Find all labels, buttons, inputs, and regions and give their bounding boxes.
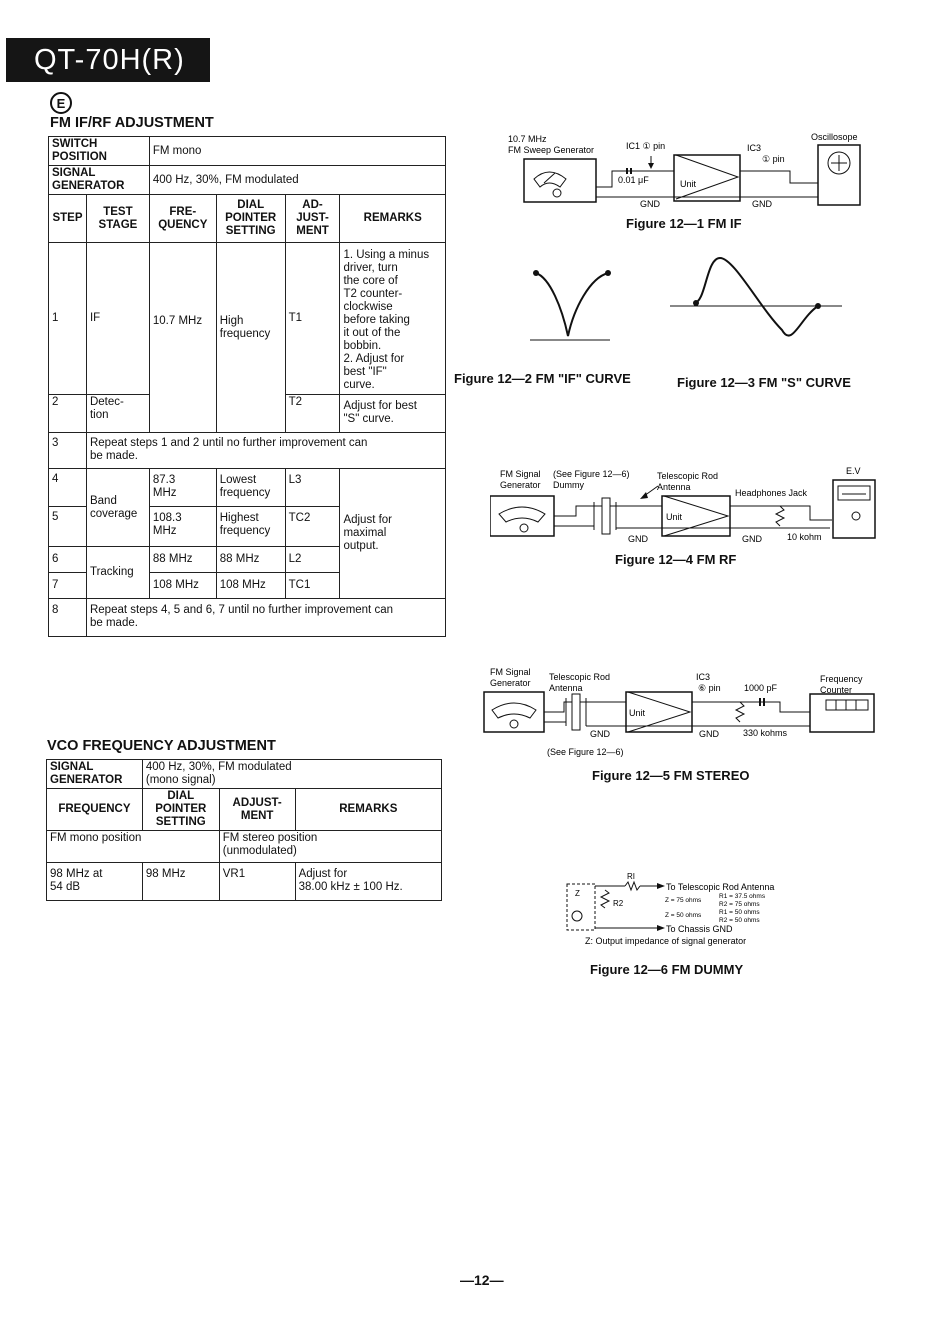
fig5-gnd-right: GND — [699, 729, 719, 739]
dial-cell: 98 MHz — [142, 863, 219, 901]
fig6-r1-75: R1 = 37.5 ohms — [719, 893, 766, 900]
header-remarks: REMARKS — [295, 789, 441, 831]
fig5-see-note: (See Figure 12—6) — [547, 747, 624, 757]
switch-position-label: SWITCH POSITION — [49, 137, 150, 166]
figure-12-4-caption: Figure 12—4 FM RF — [615, 552, 737, 567]
step-cell: 1 — [49, 243, 87, 395]
remarks-cell: Adjust for 38.00 kHz ± 100 Hz. — [295, 863, 441, 901]
frequency-cell: 87.3 MHz — [149, 469, 216, 507]
adjustment-cell: L2 — [285, 547, 340, 573]
table-row — [49, 599, 446, 637]
fig4-gnd-right: GND — [742, 534, 762, 544]
fig1-cap-label: 0.01 μF — [618, 175, 649, 185]
figure-12-1-diagram — [500, 125, 870, 215]
figure-12-6-caption: Figure 12—6 FM DUMMY — [590, 962, 744, 977]
fig5-gen-line1: FM Signal — [490, 667, 531, 677]
header-frequency: FRE- QUENCY — [149, 195, 216, 243]
fig1-gen-label-line2: FM Sweep Generator — [508, 145, 595, 155]
adjustment-cell: TC1 — [285, 573, 340, 599]
adjustment-cell: T1 — [285, 243, 340, 395]
signal-generator-value: 400 Hz, 30%, FM modulated — [149, 166, 445, 195]
remarks-cell: Adjust for maximal output. — [340, 469, 446, 599]
s-curve — [694, 258, 818, 336]
header-step: STEP — [49, 195, 87, 243]
header-dial-pointer: DIAL POINTER SETTING — [216, 195, 285, 243]
switch-position-value: FM mono — [149, 137, 445, 166]
header-adjustment: AD- JUST- MENT — [285, 195, 340, 243]
header-test-stage: TEST STAGE — [86, 195, 149, 243]
fig5-rod-line1: Telescopic Rod — [549, 672, 611, 682]
dial-cell: Lowest frequency — [216, 469, 285, 507]
frequency-cell: 108.3 MHz — [149, 507, 216, 547]
fig6-z75: Z = 75 ohms — [665, 897, 702, 904]
fig4-dummy-line1: (See Figure 12—6) — [553, 469, 630, 479]
fig5-rod-line2: Antenna — [549, 683, 583, 693]
signal-generator-label: SIGNAL GENERATOR — [49, 166, 150, 195]
step-cell: 4 — [49, 469, 87, 507]
region-mark-icon — [50, 92, 72, 114]
table-row — [49, 433, 446, 469]
dummy-block — [602, 498, 610, 534]
fig4-unit-label: Unit — [666, 512, 683, 522]
figure-12-5-caption: Figure 12—5 FM STEREO — [592, 768, 750, 783]
adjustment-cell: VR1 — [219, 863, 295, 901]
fig6-to-gnd: To Chassis GND — [666, 924, 733, 934]
oscilloscope-box — [818, 145, 860, 205]
stage-cell: Band coverage — [86, 469, 149, 547]
header-remarks: REMARKS — [340, 195, 446, 243]
mode-mono-cell: FM mono position — [47, 831, 220, 863]
dial-cell: 108 MHz — [216, 573, 285, 599]
figure-curves-diagram — [520, 248, 850, 363]
fm-signal-generator-box — [490, 496, 554, 536]
dial-cell: Highest frequency — [216, 507, 285, 547]
fig1-ic1-pin: IC1 ① pin — [626, 141, 666, 151]
table-row — [49, 243, 446, 395]
figure-12-1-caption: Figure 12—1 FM IF — [626, 216, 742, 231]
fig5-gen-line2: Generator — [490, 678, 531, 688]
fig1-ic3-line1: IC3 — [747, 143, 762, 153]
vco-signal-generator-value: 400 Hz, 30%, FM modulated (mono signal) — [142, 760, 441, 789]
table-row — [49, 469, 446, 507]
fig4-ev-label: E.V — [846, 466, 861, 476]
stage-cell: Tracking — [86, 547, 149, 599]
fig6-r2-label: R2 — [613, 899, 624, 908]
step-cell: 3 — [49, 433, 87, 469]
if-curve — [536, 273, 608, 336]
header-frequency: FREQUENCY — [47, 789, 143, 831]
step-cell: 5 — [49, 507, 87, 547]
figure-12-2-caption: Figure 12—2 FM "IF" CURVE — [454, 371, 631, 386]
frequency-cell: 98 MHz at 54 dB — [47, 863, 143, 901]
model-banner — [6, 38, 210, 82]
note-cell: Repeat steps 1 and 2 until no further improvement can be made. — [86, 433, 445, 469]
ac-source-icon — [572, 911, 582, 921]
frequency-cell: 88 MHz — [149, 547, 216, 573]
fig6-r2-75: R2 = 75 ohms — [719, 901, 760, 908]
fig1-gnd-left: GND — [640, 199, 660, 209]
stage-cell: Detec- tion — [86, 395, 149, 433]
mode-stereo-cell: FM stereo position (unmodulated) — [219, 831, 441, 863]
meter-dial-icon — [534, 172, 566, 187]
fig6-to-rod: To Telescopic Rod Antenna — [666, 882, 775, 892]
figure-12-5-diagram — [480, 664, 880, 759]
remarks-cell: 1. Using a minus driver, turn the core of T2 counter- clockwise before taking it out of the bobbin. 2. Adjust for best "IF" curve. — [340, 243, 446, 395]
resistor-icon — [736, 702, 744, 722]
region-mark-letter: E — [56, 95, 66, 111]
resistor-icon — [776, 506, 784, 526]
frequency-cell: 108 MHz — [149, 573, 216, 599]
fig6-r1-label: RI — [627, 872, 635, 881]
fig5-res-label: 330 kohms — [743, 728, 788, 738]
fig4-res-label: 10 kohm — [787, 532, 822, 542]
table-row — [47, 863, 442, 901]
figure-12-4-diagram — [490, 462, 885, 547]
fig5-counter-line2: Counter — [820, 685, 853, 695]
fig5-ic3-line2: ⑥ pin — [698, 683, 721, 693]
vco-table-title: VCO FREQUENCY ADJUSTMENT — [47, 738, 276, 754]
fig4-dummy-line2: Dummy — [553, 480, 584, 490]
fig5-gnd-left: GND — [590, 729, 610, 739]
fig5-ic3-line1: IC3 — [696, 672, 711, 682]
fig6-r2-50: R2 = 50 ohms — [719, 917, 760, 924]
fig1-unit-label: Unit — [680, 179, 697, 189]
adjustment-cell: L3 — [285, 469, 340, 507]
frequency-cell: 10.7 MHz — [149, 243, 216, 433]
ev-meter-box — [833, 480, 875, 538]
adjustment-cell: TC2 — [285, 507, 340, 547]
stage-cell: IF — [86, 243, 149, 395]
dial-cell: 88 MHz — [216, 547, 285, 573]
fig5-unit-label: Unit — [629, 708, 646, 718]
dial-cell: High frequency — [216, 243, 285, 433]
page-number: —12— — [460, 1272, 504, 1288]
vco-signal-generator-label: SIGNAL GENERATOR — [47, 760, 143, 789]
fig1-scope-label: Oscillosope — [811, 132, 858, 142]
fig4-rod-line1: Telescopic Rod — [657, 471, 719, 481]
step-cell: 8 — [49, 599, 87, 637]
fig5-counter-line1: Frequency — [820, 674, 863, 684]
fig6-note: Z: Output impedance of signal generator — [585, 936, 747, 946]
header-adjustment: ADJUST- MENT — [219, 789, 295, 831]
note-cell: Repeat steps 4, 5 and 6, 7 until no further improvement can be made. — [86, 599, 445, 637]
remarks-cell: Adjust for best "S" curve. — [340, 395, 446, 433]
adjustment-cell: T2 — [285, 395, 340, 433]
dummy-block — [572, 694, 580, 730]
header-dial-pointer: DIAL POINTER SETTING — [142, 789, 219, 831]
fig5-cap-label: 1000 pF — [744, 683, 778, 693]
fm-table-title: FM IF/RF ADJUSTMENT — [50, 115, 214, 131]
generator-dashed-box — [567, 884, 595, 930]
fig4-rod-line2: Antenna — [657, 482, 691, 492]
step-cell: 2 — [49, 395, 87, 433]
fm-adjustment-table — [48, 136, 446, 637]
fig4-gen-line2: Generator — [500, 480, 541, 490]
model-title: QT-70H(R) — [34, 43, 185, 76]
unit-box — [674, 155, 740, 201]
fig6-z-label: Z — [575, 889, 580, 898]
figure-12-6-diagram — [565, 868, 805, 950]
vco-adjustment-table — [46, 759, 442, 901]
fig1-gen-label-line1: 10.7 MHz — [508, 134, 547, 144]
fig6-r1-50: R1 = 50 ohms — [719, 909, 760, 916]
fig4-gnd-left: GND — [628, 534, 648, 544]
fig4-jack-label: Headphones Jack — [735, 488, 808, 498]
fig6-z50: Z = 50 ohms — [665, 912, 702, 919]
figure-12-3-caption: Figure 12—3 FM "S" CURVE — [677, 375, 851, 390]
step-cell: 7 — [49, 573, 87, 599]
fig1-gnd-right: GND — [752, 199, 772, 209]
fig1-ic3-line2: ① pin — [762, 154, 785, 164]
fig4-gen-line1: FM Signal — [500, 469, 541, 479]
step-cell: 6 — [49, 547, 87, 573]
